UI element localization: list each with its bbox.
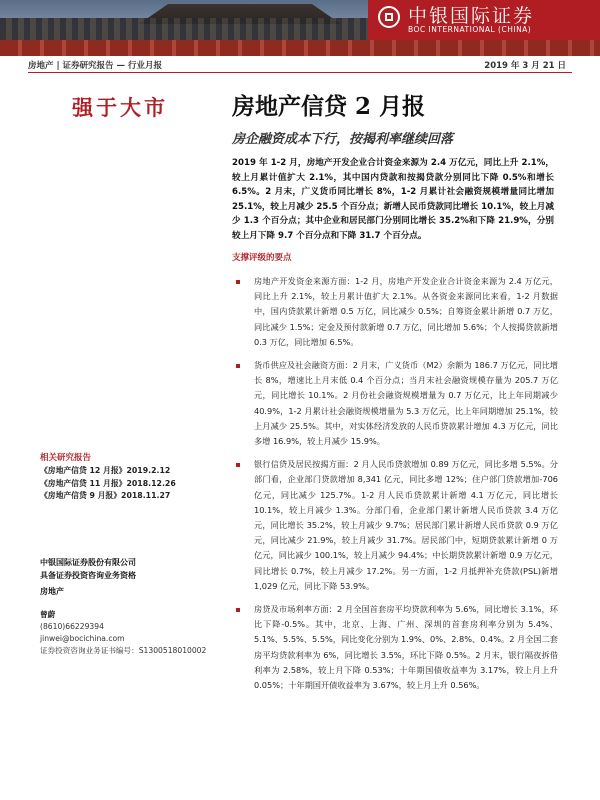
key-point-text: 银行信贷及居民按揭方面：2 月人民币贷款增加 0.89 万亿元，同比多增 5.5%。分部门看，企业部门贷款增加 8,341 亿元，同比多增 12%；住户部门贷款增加-706 亿元，同比减少 125.7%。1-2 月人民币贷款累计新增 4.1 万亿元，同比增长 10.1%，较上月减少 1.3%。分部门看，企业部门累计新增人民币贷款 3.4 万亿元，同比增长 35.2%，较上月减少 9.7%；居民部门累计新增人民币贷款 0.9 万亿元，同比减少 21.9%，较上月减少 31.7%。居民部门中，短期贷款累计新增 0 万亿元，同比减少 100.1%，较上月减少 94.4%；中长期贷款累计新增 0.9 万亿元，同比增长 0.7%，较上月减少 17.2%。另一方面，1-2 月抵押补充贷款(PSL)新增 1,029 亿元，同比下降 53.9%。 [254,459,558,591]
logo-en-text: BOC INTERNATIONAL (CHINA) [408,25,532,34]
header-divider [28,72,572,73]
related-reports-heading: 相关研究报告 [40,453,92,463]
key-point-text: 货币供应及社会融资方面：2 月末，广义货币（M2）余额为 186.7 万亿元，同比增长 8%，增速比上月末低 0.4 个百分点；当月末社会融资规模存量为 205.7 万亿元，同比增长 10.1%。2 月份社会融资规模增量为 0.7 万亿元，比上年同期减少 40.9%，1-2 月累计社会融资规模增量为 5.3 万亿元，比上年同期增加 25.1%，较上月减少 25.5%。其中，对实体经济发放的人民币贷款累计增加 4.3 万亿元，同比多增 16.9%，较上月减少 15.9%。 [254,360,558,447]
rating-label: 强于大市 [72,95,168,120]
company-info [40,557,230,582]
key-point-item [232,602,558,693]
key-point-text: 房贷及市场利率方面：2 月全国首套房平均贷款利率为 5.6%，同比增长 3.1%，环比下降-0.5%。其中，北京、上海、广州、深圳的首套房利率分别为 5.4%、5.1%、5.5%、5.5%，同比变化分别为 1.9%、0%、2.8%、0.4%。2 月全国二套房平均贷款利率为 6%，同比增长 3.5%，环比下降 0.5%。2 月末，银行隔夜拆借利率为 2.58%，较上月下降 0.53%；十年期国债收益率为 3.17%，较上月上升 0.05%；十年期国开债收益率为 3.67%，较上月上升 0.56%。 [254,604,558,691]
related-report-link[interactable]: 《房地产信贷 12 月报》2019.2.12 [40,466,171,475]
logo-cn-text: 中银国际证券 [408,5,535,27]
related-report-link[interactable]: 《房地产信贷 11 月报》2018.12.26 [40,478,176,488]
sector-label: 房地产 [40,587,64,596]
palace-wall-decoration [0,40,600,56]
report-title: 房地产信贷 2 月报 [232,93,426,120]
boc-logo-icon [378,6,400,28]
bullet-square-icon [236,364,240,368]
analyst-name: 曾蔚 [40,610,56,619]
key-point-item [232,358,558,449]
related-reports-list [40,465,220,503]
summary-paragraph: 2019 年 1-2 月，房地产开发企业合计资金来源为 2.4 万亿元，同比上升 2.1%，较上月累计值扩大 2.1%，其中国内贷款和按揭贷款分别同比下降 0.5%和增长 6.5%。2 月末，广义货币同比增长 8%，1-2 月累计社会融资规模增量同比增加 25.1%，较上月减少 25.5 个百分点；新增人民币贷款同比增长 10.1%，较上月减少 1.3 个百分点；其中企业和居民部门分别同比增长 35.2%和下降 21.9%，分别较上月下降 9.7 个百分点和下降 31.7 个百分点。 [232,158,554,241]
key-points-list [232,274,558,693]
bullet-square-icon [236,463,240,467]
company-qualification: 具备证券投资咨询业务资格 [40,570,136,580]
related-report-link[interactable]: 《房地产信贷 9 月报》2018.11.27 [40,491,171,500]
key-point-item [232,274,558,350]
report-category: 房地产 | 证券研究报告 — 行业月报 [28,61,162,71]
analyst-info [40,609,230,657]
key-point-item [232,457,558,594]
company-name: 中银国际证券股份有限公司 [40,558,136,567]
report-subheader [28,58,572,72]
analyst-license: 证券投资咨询业务证书编号：S1300518010002 [40,646,207,655]
analyst-email[interactable]: jinwei@bocichina.com [40,634,125,643]
key-point-text: 房地产开发资金来源方面：1-2 月，房地产开发企业合计资金来源为 2.4 万亿元，同比上升 2.1%，较上月累计值扩大 2.1%。从各资金来源同比来看，1-2 月数据中，国内贷款累计新增 0.5 万亿，同比减少 0.5%；自筹资金累计新增 0.7 万亿，同比减少 1.5%；定金及预付款新增 0.7 万亿，同比增加 5.6%；个人按揭贷款新增 0.3 万亿，同比增加 6.5%。 [254,276,558,347]
analyst-phone: (8610)66229394 [40,622,104,631]
report-date: 2019 年 3 月 21 日 [484,61,566,71]
section-heading-key-points: 支撑评级的要点 [232,253,292,263]
bullet-square-icon [236,608,240,612]
header-banner [0,0,600,56]
brand-logo [368,0,600,40]
report-subtitle: 房企融资成本下行，按揭利率继续回落 [232,132,454,147]
bullet-square-icon [236,280,240,284]
